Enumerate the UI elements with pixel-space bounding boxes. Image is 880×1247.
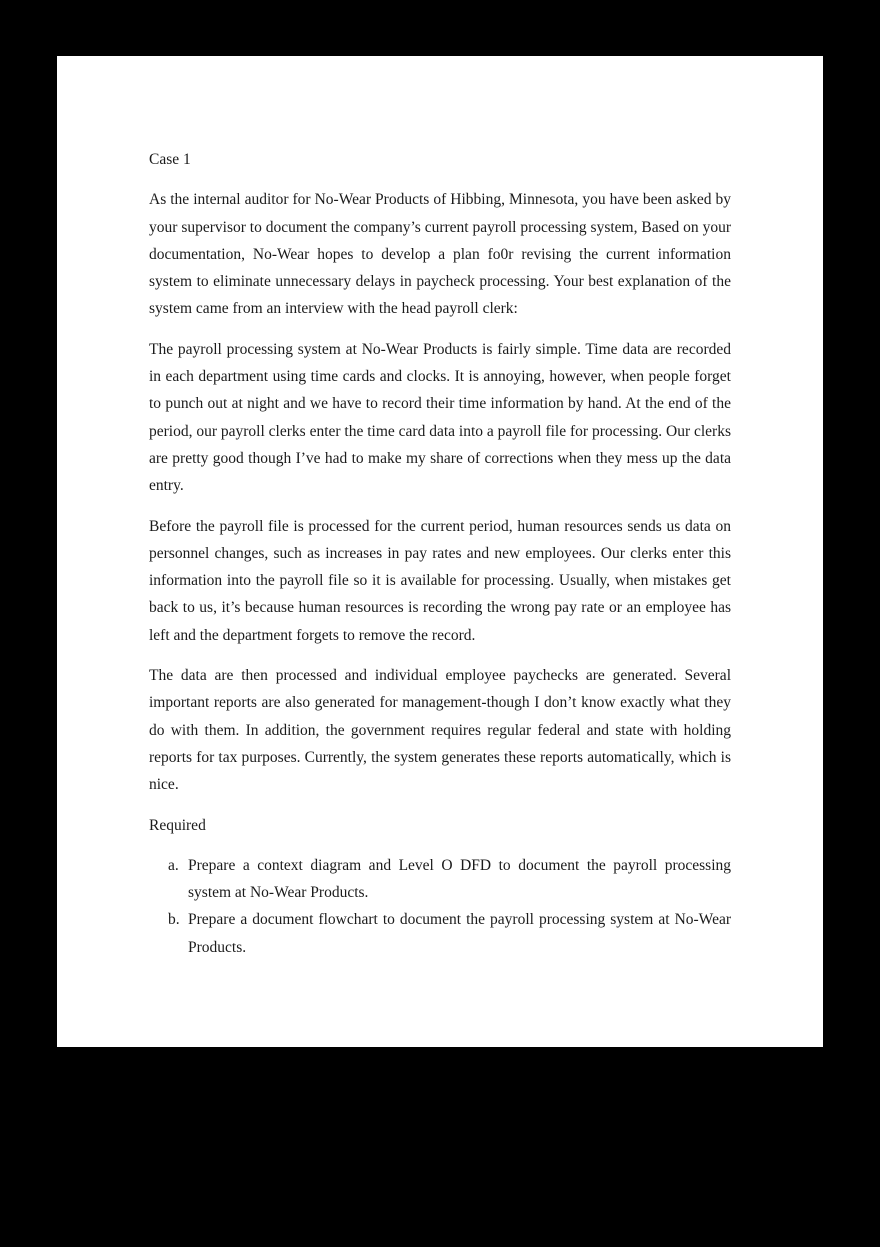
paragraph-reports: The data are then processed and individual employee paychecks are generated. Several important reports are also generated for management-though I don’t know exactly what they do with them. In addition, the government requires regular federal and state with holding reports for tax purposes. Currently, the system generates these reports automatically, which is nice.	[149, 667, 731, 794]
paragraph-intro: As the internal auditor for No-Wear Products of Hibbing, Minnesota, you have been asked by your supervisor to document the company’s current payroll processing system, Based on your documentation, No-Wear hopes to develop a plan fo0r revising the current information system to eliminate unnecessary delays in paycheck processing. Your best explanation of the system came from an interview with the head payroll clerk:	[149, 191, 731, 318]
required-heading: Required	[149, 816, 206, 834]
list-marker-b: b.	[168, 911, 180, 929]
document-page	[57, 56, 823, 1047]
paragraph-personnel-changes: Before the payroll file is processed for the current period, human resources sends us data on personnel changes, such as increases in pay rates and new employees. Our clerks enter this information into the payroll file so it is available for processing. Usually, when mistakes get back to us, it’s because human resources is recording the wrong pay rate or an employee has left and the department forgets to remove the record.	[149, 517, 731, 644]
requirements-list	[149, 852, 731, 961]
case-title: Case 1	[149, 151, 191, 168]
list-marker-a: a.	[168, 856, 179, 874]
list-item-b	[149, 906, 731, 961]
document-content	[149, 146, 731, 961]
list-item-a	[149, 852, 731, 907]
paragraph-time-data: The payroll processing system at No-Wear Products is fairly simple. Time data are recorded in each department using time cards and clocks. It is annoying, however, when people forget to punch out at night and we have to record their time information by hand. At the end of the period, our payroll clerks enter the time card data into a payroll file for processing. Our clerks are pretty good though I’ve had to make my share of corrections when they mess up the data entry.	[149, 340, 731, 495]
list-item-a-text: Prepare a context diagram and Level O DFD to document the payroll processing system at No-Wear Products.	[188, 856, 731, 902]
list-item-b-text: Prepare a document flowchart to document the payroll processing system at No-Wear Products.	[188, 911, 731, 956]
